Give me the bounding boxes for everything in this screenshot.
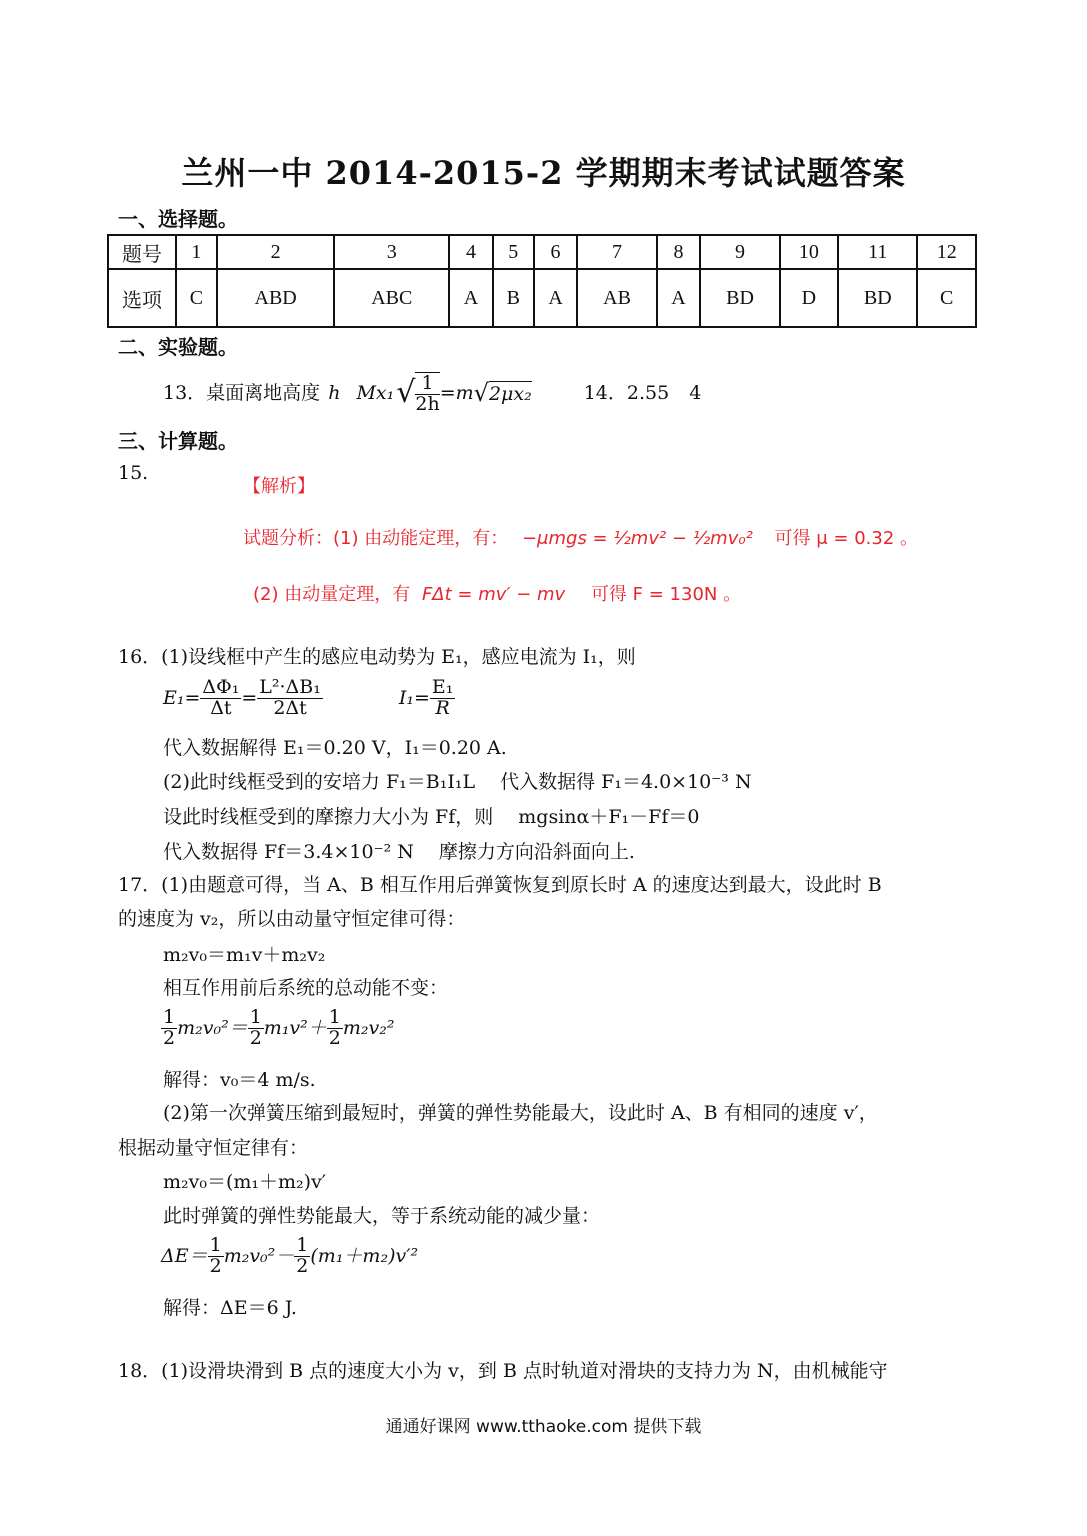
frac-num: 1 [163,1006,176,1028]
q16-eq1-frac2 [257,678,323,719]
frac-den: 2 [209,1254,222,1277]
table-cell: C [917,269,976,327]
table-cell: AB [577,269,656,327]
table-row-numbers [108,235,976,269]
q13-formula-lhs: Mx₁ [356,382,395,404]
section-heading-choice: 一、选择题。 [118,207,238,231]
q17-eq2-half-c [327,1008,343,1049]
q17-eq1: m₂v₀＝m₁v＋m₂v₂ [163,944,326,966]
q16-eq2-frac [430,678,456,719]
table-cell: ABC [334,269,449,327]
table-cell: A [449,269,493,327]
table-cell: 12 [917,235,976,269]
frac-num: 1 [209,1234,222,1256]
table-cell: 3 [334,235,449,269]
table-cell: BD [700,269,779,327]
table-cell: BD [838,269,917,327]
frac-den: 2 [249,1026,262,1049]
q13-frac-num: 1 [415,374,439,395]
q13-equals: = [439,382,456,404]
q16-line4: (2)此时线框受到的安培力 F₁＝B₁I₁L 代入数据得 F₁＝4.0×10⁻³ N [163,771,752,793]
table-cell: 1 [176,235,217,269]
q16-line6: 代入数据得 Ff＝3.4×10⁻² N 摩擦力方向沿斜面向上. [163,841,635,863]
q17-line6: 根据动量守恒定律有： [118,1137,309,1159]
q16-line5: 设此时线框受到的摩擦力大小为 Ff，则 mgsinα＋F₁－Ff＝0 [163,806,700,828]
q15-line1-text: 试题分析：(1) 由动能定理，有： [243,528,509,549]
frac-den: 2 [296,1254,309,1277]
section-heading-calculation: 三、计算题。 [118,429,238,453]
q15-analysis-tag: 【解析】 [243,476,315,497]
q17-line4: 解得：v₀＝4 m/s. [163,1069,316,1091]
table-cell: 9 [700,235,779,269]
table-cell: 11 [838,235,917,269]
table-cell: 6 [534,235,578,269]
q15-number: 15. [118,462,149,484]
q17-eq4-term-a: m₂v₀²－ [223,1245,295,1268]
sqrt-icon: √ [473,379,489,407]
q17-eq2-term-a: m₂v₀²＝ [177,1017,248,1040]
table-cell: 7 [577,235,656,269]
table-cell: ABD [217,269,335,327]
q13-fraction [415,372,439,415]
q16-equations [163,678,455,719]
q17-eq2-term-b: m₁v²＋ [263,1017,327,1040]
frac-num: 1 [296,1234,309,1256]
q17-line5: (2)第一次弹簧压缩到最短时，弹簧的弹性势能最大，设此时 A、B 有相同的速度 v′， [163,1102,878,1124]
q17-eq4-lhs: ΔE＝ [161,1245,208,1268]
q16-eq1-frac1-num: ΔΦ₁ [202,676,240,698]
q13-prefix: 13．桌面离地高度 [163,382,321,404]
q17-eq2-term-c: m₂v₂² [342,1017,395,1040]
q16-eq1-frac2-num: L²·ΔB₁ [259,676,321,698]
q15-line2-result: 可得 F = 130N 。 [590,584,742,605]
section-heading-experiment: 二、实验题。 [118,335,238,359]
q16-line1: 16．(1)设线框中产生的感应电动势为 E₁，感应电流为 I₁，则 [118,646,636,668]
q17-line7: 此时弹簧的弹性势能最大，等于系统动能的减少量： [163,1205,601,1227]
q17-eq4-half-a [208,1236,224,1277]
frac-num: 1 [249,1006,262,1028]
q16-eq1-frac1-den: Δt [210,696,232,719]
q16-eq2-frac-num: E₁ [431,676,454,698]
sqrt-icon: √ [396,375,416,410]
table-cell: 5 [493,235,534,269]
q15-line2-formula: FΔt = mv′ − mv [421,584,566,605]
q13-formula-m: m [455,382,474,404]
q16-eq2-lhs: I₁= [398,687,430,710]
q17-eq2-half-a [161,1008,177,1049]
table-cell: 8 [657,235,701,269]
q16-line3: 代入数据解得 E₁＝0.20 V，I₁＝0.20 A. [163,737,507,759]
q15-line1 [243,524,918,550]
q15-line1-result: 可得 μ = 0.32 。 [774,528,919,549]
table-row-answers [108,269,976,327]
q17-eq4-half-b [294,1236,310,1277]
table-cell: 2 [217,235,335,269]
q14-label: 14．2.55 [583,382,670,404]
frac-den: 2 [163,1026,176,1049]
table-cell: C [176,269,217,327]
q14-value: 4 [689,382,702,404]
q13-formula-rad: 2μx₂ [488,382,532,405]
q17-line2: 的速度为 v₂，所以由动量守恒定律可得： [118,908,466,930]
table-header-cell: 选项 [108,269,176,327]
frac-num: 1 [328,1006,341,1028]
q17-eq2 [161,1008,394,1049]
q17-line3: 相互作用前后系统的总动能不变： [163,977,449,999]
table-cell: 4 [449,235,493,269]
q17-eq4 [161,1236,418,1277]
q16-eq2-frac-den: R [435,696,450,719]
table-cell: B [493,269,534,327]
q17-line1: 17．(1)由题意可得，当 A、B 相互作用后弹簧恢复到原长时 A 的速度达到最大，设此时 B [118,874,882,896]
q13-frac-den: 2h [415,392,440,415]
table-cell: A [534,269,578,327]
q15-line2-text: (2) 由动量定理，有 [253,584,411,605]
footer: 通通好课网 www.tthaoke.com 提供下载 [385,1417,702,1437]
q16-eq1-frac1 [200,678,241,719]
answer-table [107,234,977,328]
q16-eq1-equals: = [241,687,258,710]
table-cell: D [780,269,839,327]
q16-eq1-lhs: E₁= [163,687,201,710]
q15-line1-formula: −μmgs = ½mv² − ½mv₀² [521,528,753,549]
q17-eq4-term-b: (m₁＋m₂)v′² [310,1245,419,1268]
q15-line2 [253,580,741,606]
frac-den: 2 [328,1026,341,1049]
q13-answer [163,368,701,418]
page-title: 兰州一中 2014-2015-2 学期期末考试试题答案 [181,154,906,192]
q17-eq3: m₂v₀＝(m₁＋m₂)v′ [163,1171,327,1193]
table-cell: A [657,269,701,327]
q18-line1: 18．(1)设滑块滑到 B 点的速度大小为 v，到 B 点时轨道对滑块的支持力为 N，由机械能守 [118,1360,888,1382]
q17-line8: 解得：ΔE＝6 J. [163,1297,297,1319]
q16-eq1-frac2-den: 2Δt [273,696,307,719]
q13-var-h: h [328,382,341,404]
table-header-cell: 题号 [108,235,176,269]
q17-eq2-half-b [248,1008,264,1049]
table-cell: 10 [780,235,839,269]
